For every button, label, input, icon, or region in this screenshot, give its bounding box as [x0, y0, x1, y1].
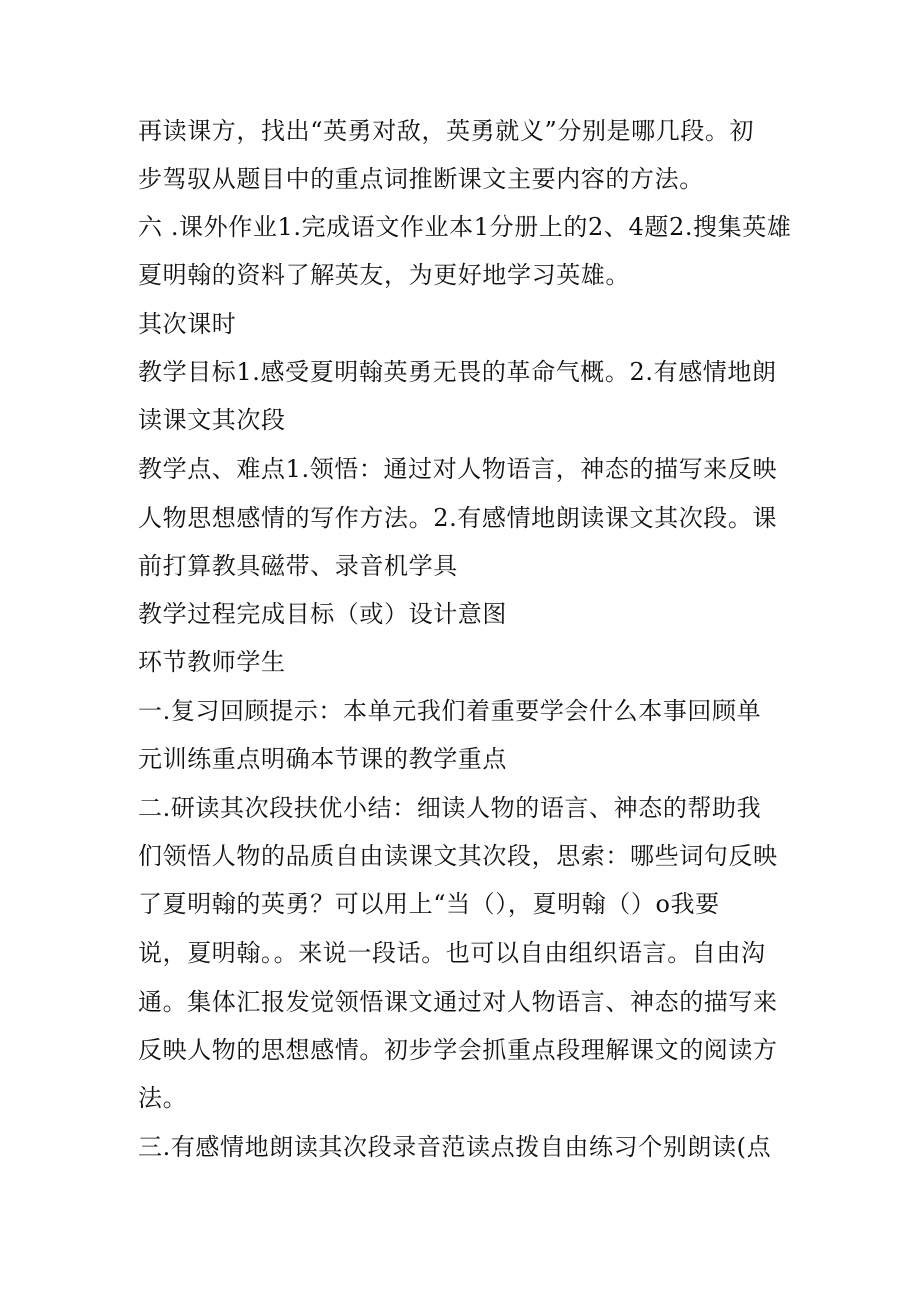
text-line: 通。集体汇报发觉领悟课文通过对人物语言、神态的描写来: [138, 988, 778, 1016]
text-line: 元训练重点明确本节课的教学重点: [138, 745, 507, 773]
text-line: 夏明翰的资料了解英友，为更好地学习英雄。: [138, 261, 630, 289]
text-line: 二.研读其次段扶优小结：细读人物的语言、神态的帮助我: [138, 794, 762, 822]
text-line: 六 .课外作业1.完成语文作业本1分册上的2、4题2.搜集英雄: [138, 213, 792, 241]
text-line: 了夏明翰的英勇？可以用上“当（），夏明翰（）o我要: [138, 890, 720, 918]
text-line: 教学点、难点1.领悟：通过对人物语言，神态的描写来反映: [138, 455, 778, 483]
text-line: 教学目标1.感受夏明翰英勇无畏的革命气概。2.有感情地朗: [138, 358, 777, 386]
text-line: 环节教师学生: [138, 648, 286, 676]
text-line: 读课文其次段: [138, 406, 286, 434]
text-line: 教学过程完成目标（或）设计意图: [138, 600, 507, 628]
text-line: 步驾驭从题目中的重点词推断课文主要内容的方法。: [138, 165, 704, 193]
text-line: 一.复习回顾提示：本单元我们着重要学会什么本事回顾单: [138, 697, 762, 725]
text-line: 前打算教具磁带、录音机学具: [138, 552, 458, 580]
text-line: 法。: [138, 1084, 188, 1112]
text-line: 人物思想感情的写作方法。2.有感情地朗读课文其次段。课: [138, 504, 778, 532]
text-line: 们领悟人物的品质自由读课文其次段，思索：哪些词句反映: [138, 842, 778, 870]
text-line: 说，夏明翰。。来说一段话。也可以自由组织语言。自由沟: [138, 939, 766, 967]
text-line: 三.有感情地朗读其次段录音范读点拨自由练习个别朗读(点: [138, 1133, 772, 1161]
section-heading: 其次课时: [138, 310, 237, 338]
text-line: 反映人物的思想感情。初步学会抓重点段理解课文的阅读方: [138, 1036, 778, 1064]
text-line: 再读课方，找出“英勇对敌，英勇就义”分别是哪几段。初: [138, 117, 755, 145]
